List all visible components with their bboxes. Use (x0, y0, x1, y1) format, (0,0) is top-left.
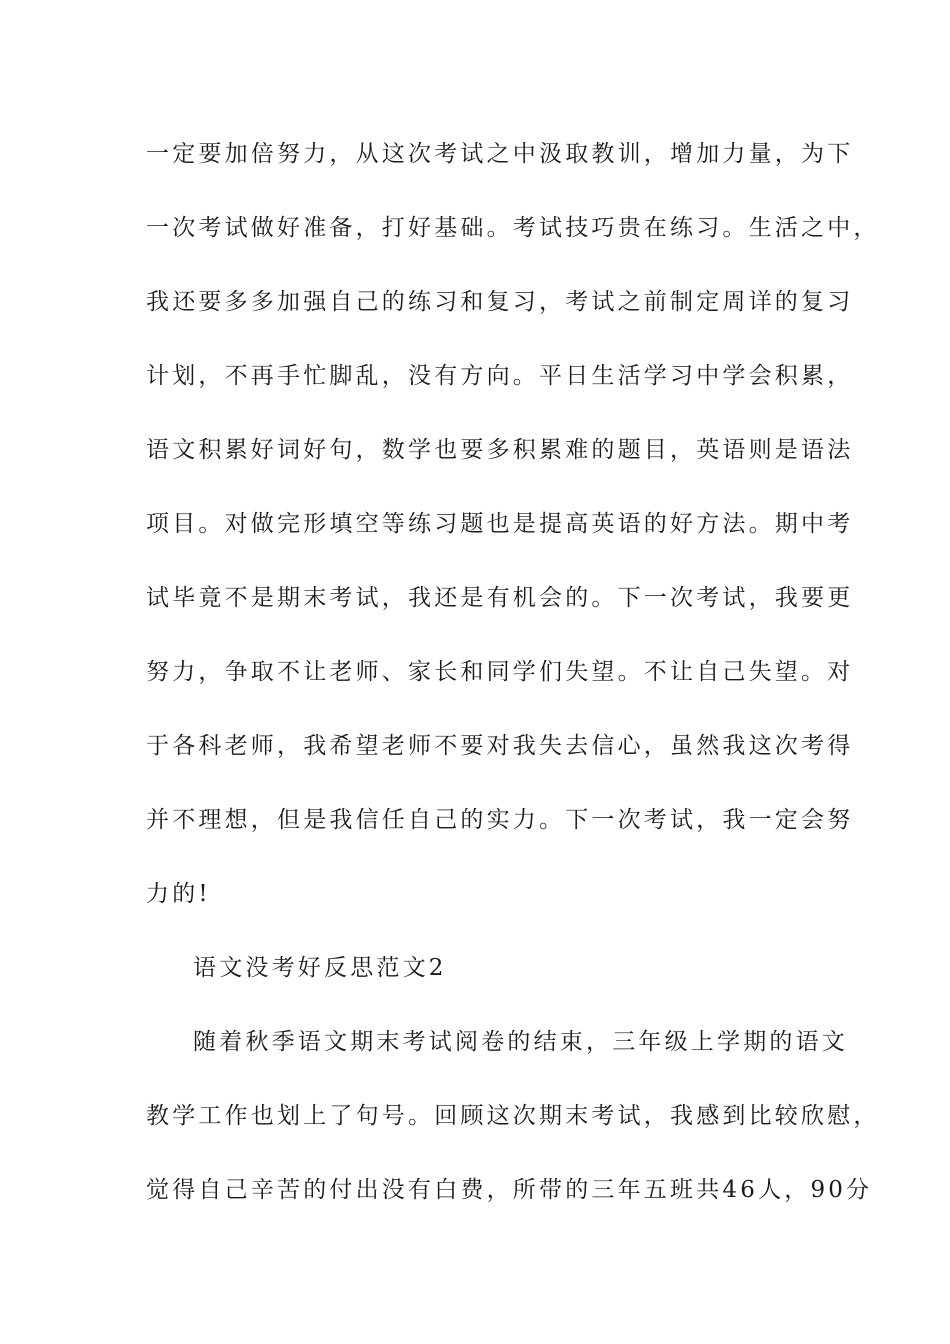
paragraph-line: 随着秋季语文期末考试阅卷的结束，三年级上学期的语文 (193, 1029, 848, 1055)
paragraph-line: 教学工作也划上了句号。回顾这次期末考试，我感到比较欣慰， (146, 1103, 880, 1129)
paragraph-line: 于各科老师，我希望老师不要对我失去信心，虽然我这次考得 (146, 733, 854, 759)
paragraph-line: 力的! (146, 881, 211, 907)
paragraph-line: 一次考试做好准备，打好基础。考试技巧贵在练习。生活之中， (146, 215, 880, 241)
paragraph-line: 我还要多多加强自己的练习和复习，考试之前制定周详的复习 (146, 289, 854, 315)
paragraph-line: 觉得自己辛苦的付出没有白费，所带的三年五班共46人，90分 (146, 1177, 873, 1203)
paragraph-line: 一定要加倍努力，从这次考试之中汲取教训，增加力量，为下 (146, 141, 854, 167)
paragraph-line: 试毕竟不是期末考试，我还是有机会的。下一次考试，我要更 (146, 585, 854, 611)
paragraph-line: 并不理想，但是我信任自己的实力。下一次考试，我一定会努 (146, 807, 854, 833)
paragraph-line: 项目。对做完形填空等练习题也是提高英语的好方法。期中考 (146, 511, 854, 537)
paragraph-line: 努力，争取不让老师、家长和同学们失望。不让自己失望。对 (146, 659, 854, 685)
paragraph-line: 计划，不再手忙脚乱，没有方向。平日生活学习中学会积累， (146, 363, 854, 389)
paragraph-line: 语文积累好词好句，数学也要多积累难的题目，英语则是语法 (146, 437, 854, 463)
section-heading: 语文没考好反思范文2 (193, 955, 447, 981)
document-body (146, 126, 880, 1236)
